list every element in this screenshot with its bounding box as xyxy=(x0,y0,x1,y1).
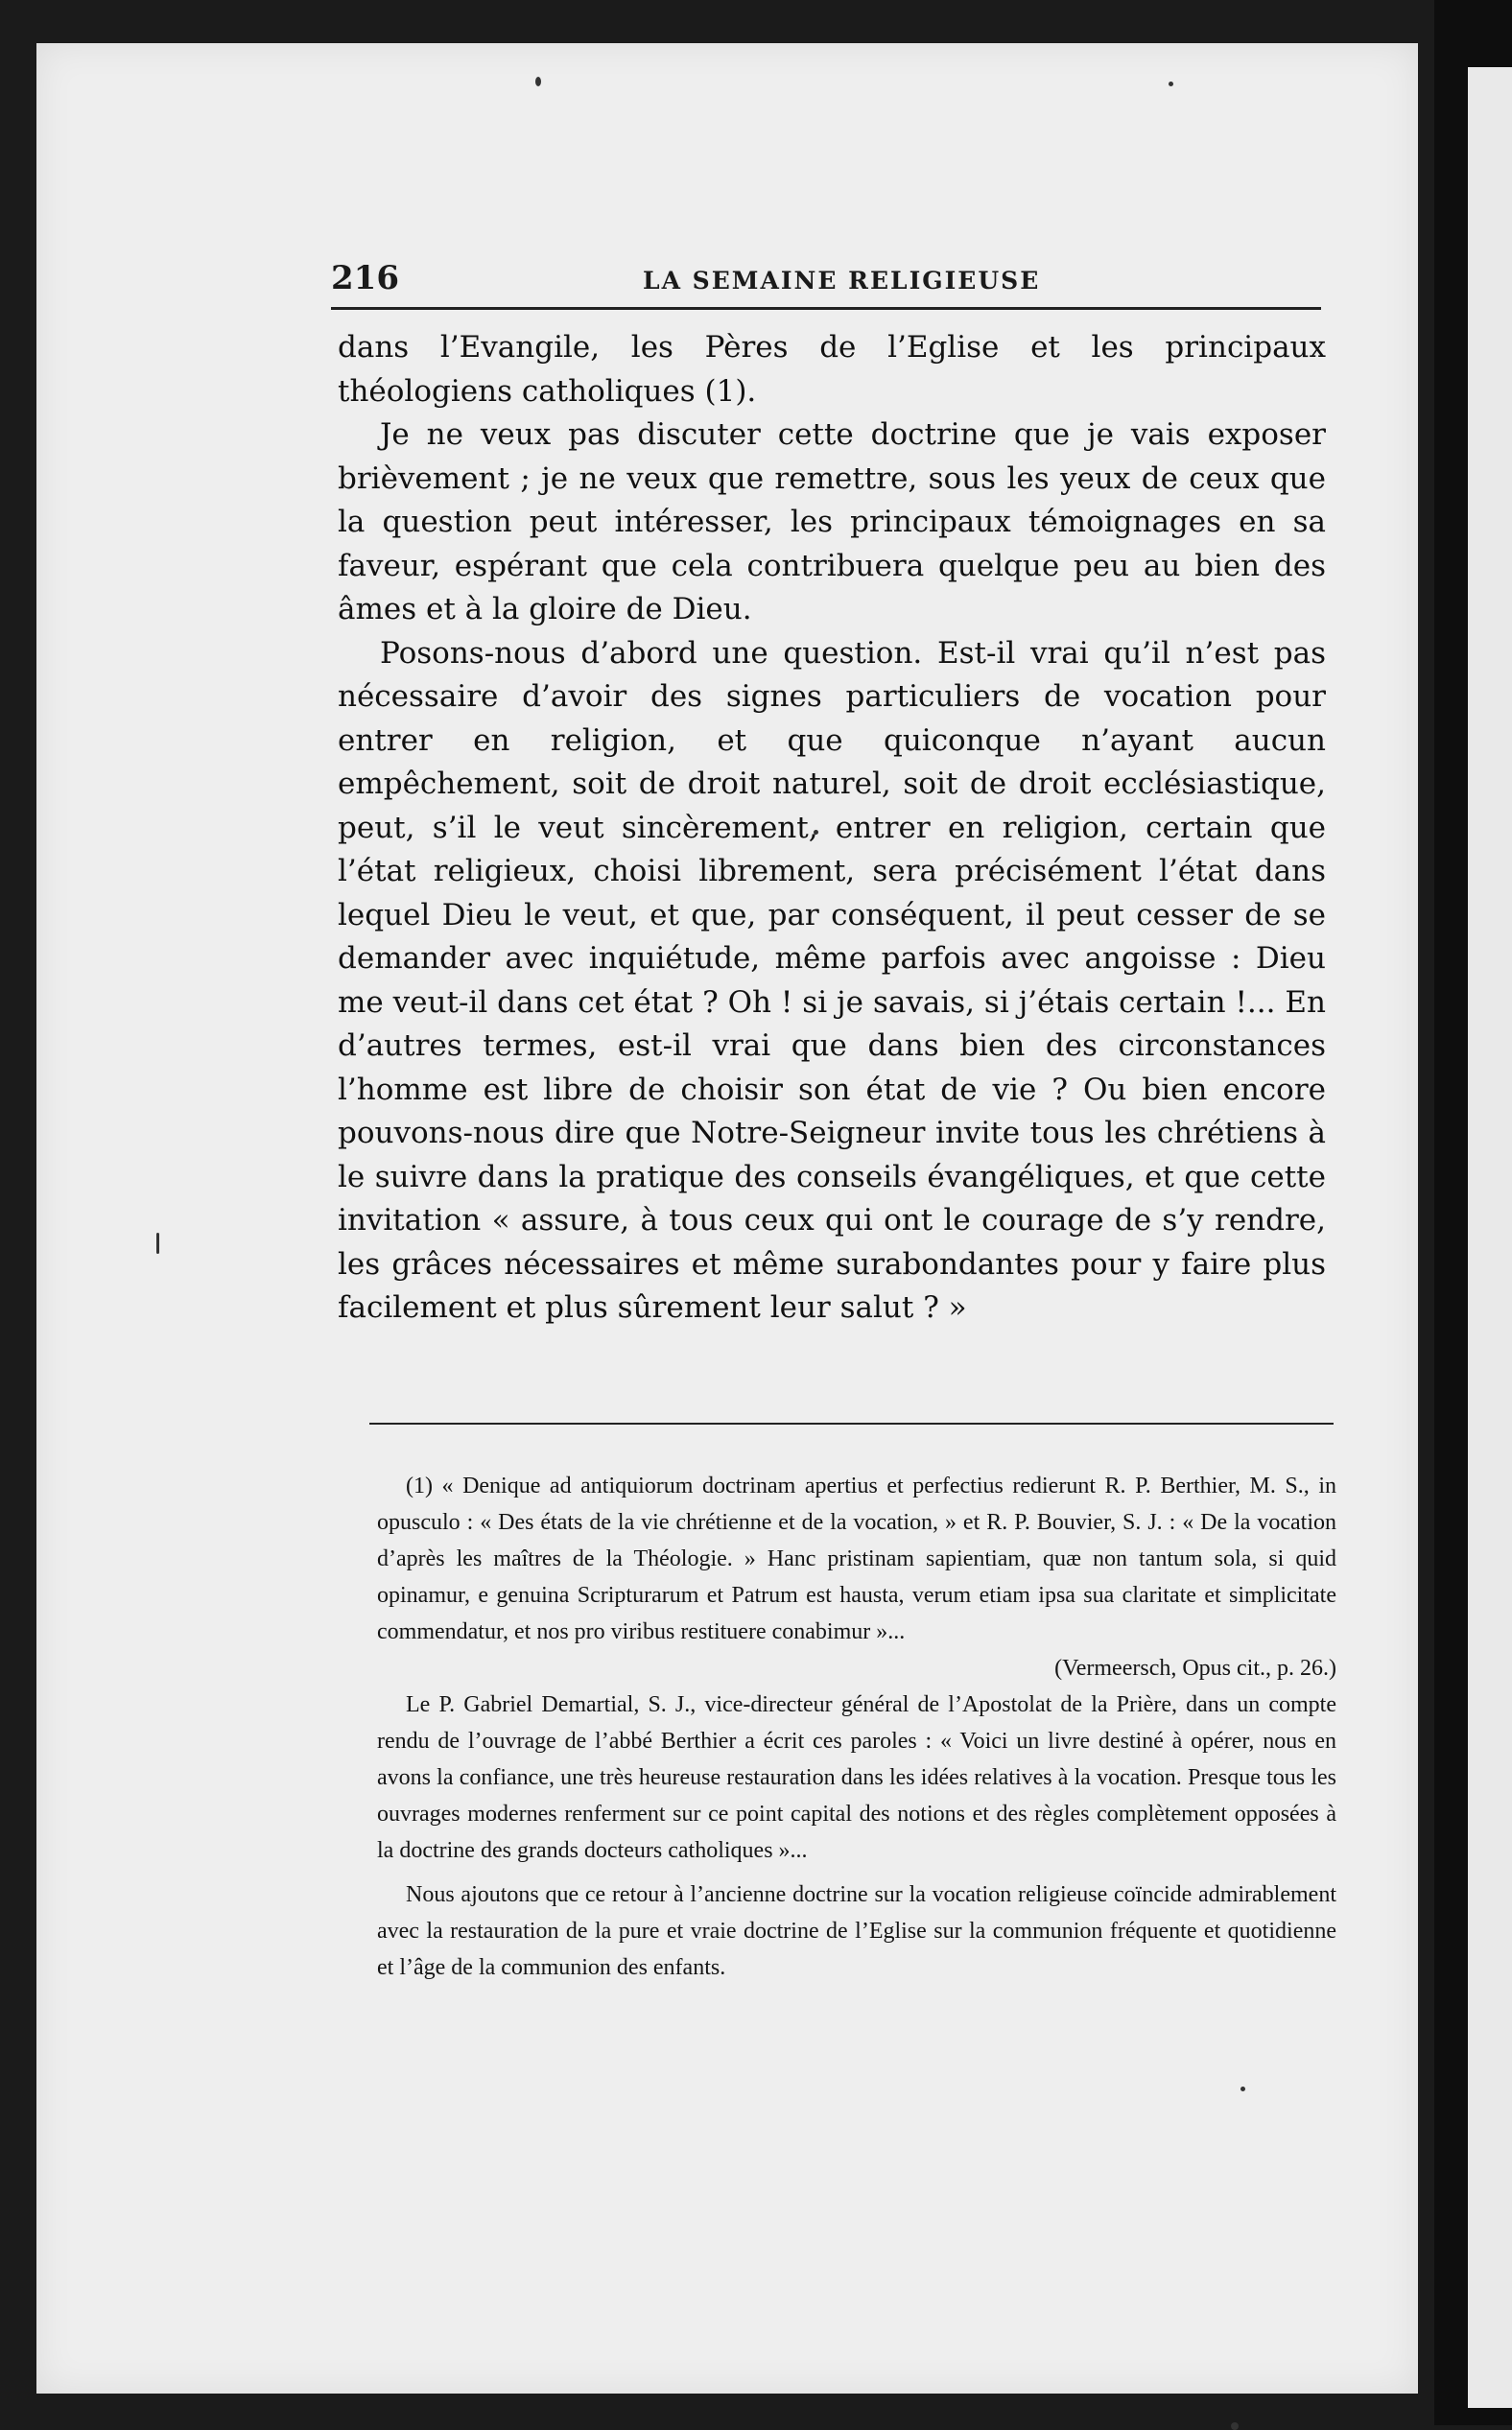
footnote-citation: (Vermeersch, Opus cit., p. 26.) xyxy=(1054,1656,1336,1681)
footnote-1: (1) « Denique ad antiquiorum doctrinam apertius et perfectius redierunt R. P. Berthier, M. S., in opusculo : « Des états de la vie chrétienne et de la vocation, » et R. P. Bouvier, S. J. : « De la vocation d’après les maîtres de la Théologie. » Hanc pristinam sapientiam, quæ non tantum sola, si quid opinamur, e genuina Scripturarum et Patrum est hausta, verum etiam ipsa sua claritate et simplicitate commendatur, et nos pro viribus restituere conabimur »... xyxy=(377,1474,1336,1644)
page-number: 216 xyxy=(331,259,399,297)
adjacent-page-edge xyxy=(1468,67,1512,2408)
scan-speck xyxy=(1240,2087,1245,2091)
scan-speck xyxy=(1169,82,1173,86)
footnote-paragraph: Le P. Gabriel Demartial, S. J., vice-directeur général de l’Apostolat de la Prière, dans un compte rendu de l’ouvrage de l’abbé Berthier a écrit ces paroles : « Voici un livre destiné à opérer, nous en avons la confiance, une très heureuse restauration dans les idées relatives à la vocation. Presque tous les ouvrages modernes renferment sur ce point capital des notions et des règles complètement opposées à la doctrine des grands docteurs catholiques »... xyxy=(377,1692,1336,1863)
scan-speck xyxy=(1231,2422,1239,2430)
paragraph: Je ne veux pas discuter cette doctrine que je vais exposer brièvement ; je ne veux que remettre, sous les yeux de ceux que la question peut intéresser, les principaux témoignages en sa faveur, espérant que cela contribuera quelque peu au bien des âmes et à la gloire de Dieu. xyxy=(338,417,1326,626)
scan-speck xyxy=(535,77,541,86)
paragraph: dans l’Evangile, les Pères de l’Eglise et les principaux théologiens catholiques (1). xyxy=(338,330,1326,409)
footnote-paragraph: Nous ajoutons que ce retour à l’ancienne doctrine sur la vocation religieuse coïncide admirablement avec la restauration de la pure et vraie doctrine de l’Eglise sur la communion fréquente et quotidienne et l’âge de la communion des enfants. xyxy=(377,1882,1336,1980)
footnote-rule xyxy=(369,1423,1334,1425)
running-title: LA SEMAINE RELIGIEUSE xyxy=(643,267,1041,295)
scan-speck xyxy=(156,1233,159,1254)
main-text xyxy=(338,326,1326,1331)
footnotes xyxy=(377,1468,1336,1986)
paragraph: Posons-nous d’abord une question. Est-il vrai qu’il n’est pas nécessaire d’avoir des signes particuliers de vocation pour entrer en religion, et que quiconque n’ayant aucun empêchement, soit de droit naturel, soit de droit ecclésiastique, peut, s’il le veut sincèrement, entrer en religion, certain que l’état religieux, choisi librement, sera précisément l’état dans lequel Dieu le veut, et que, par conséquent, il peut cesser de se demander avec inquiétude, même parfois avec angoisse : Dieu me veut-il dans cet état ? Oh ! si je savais, si j’étais certain !... En d’autres termes, est-il vrai que dans bien des circonstances l’homme est libre de choisir son état de vie ? Ou bien encore pouvons-nous dire que Notre-Seigneur invite tous les chrétiens à le suivre dans la pratique des conseils évangéliques, et que cette invitation « assure, à tous ceux qui ont le courage de s’y rendre, les grâces nécessaires et même surabondantes pour y faire plus facilement et plus sûrement leur salut ? » xyxy=(338,635,1326,1325)
header-rule xyxy=(331,307,1321,310)
